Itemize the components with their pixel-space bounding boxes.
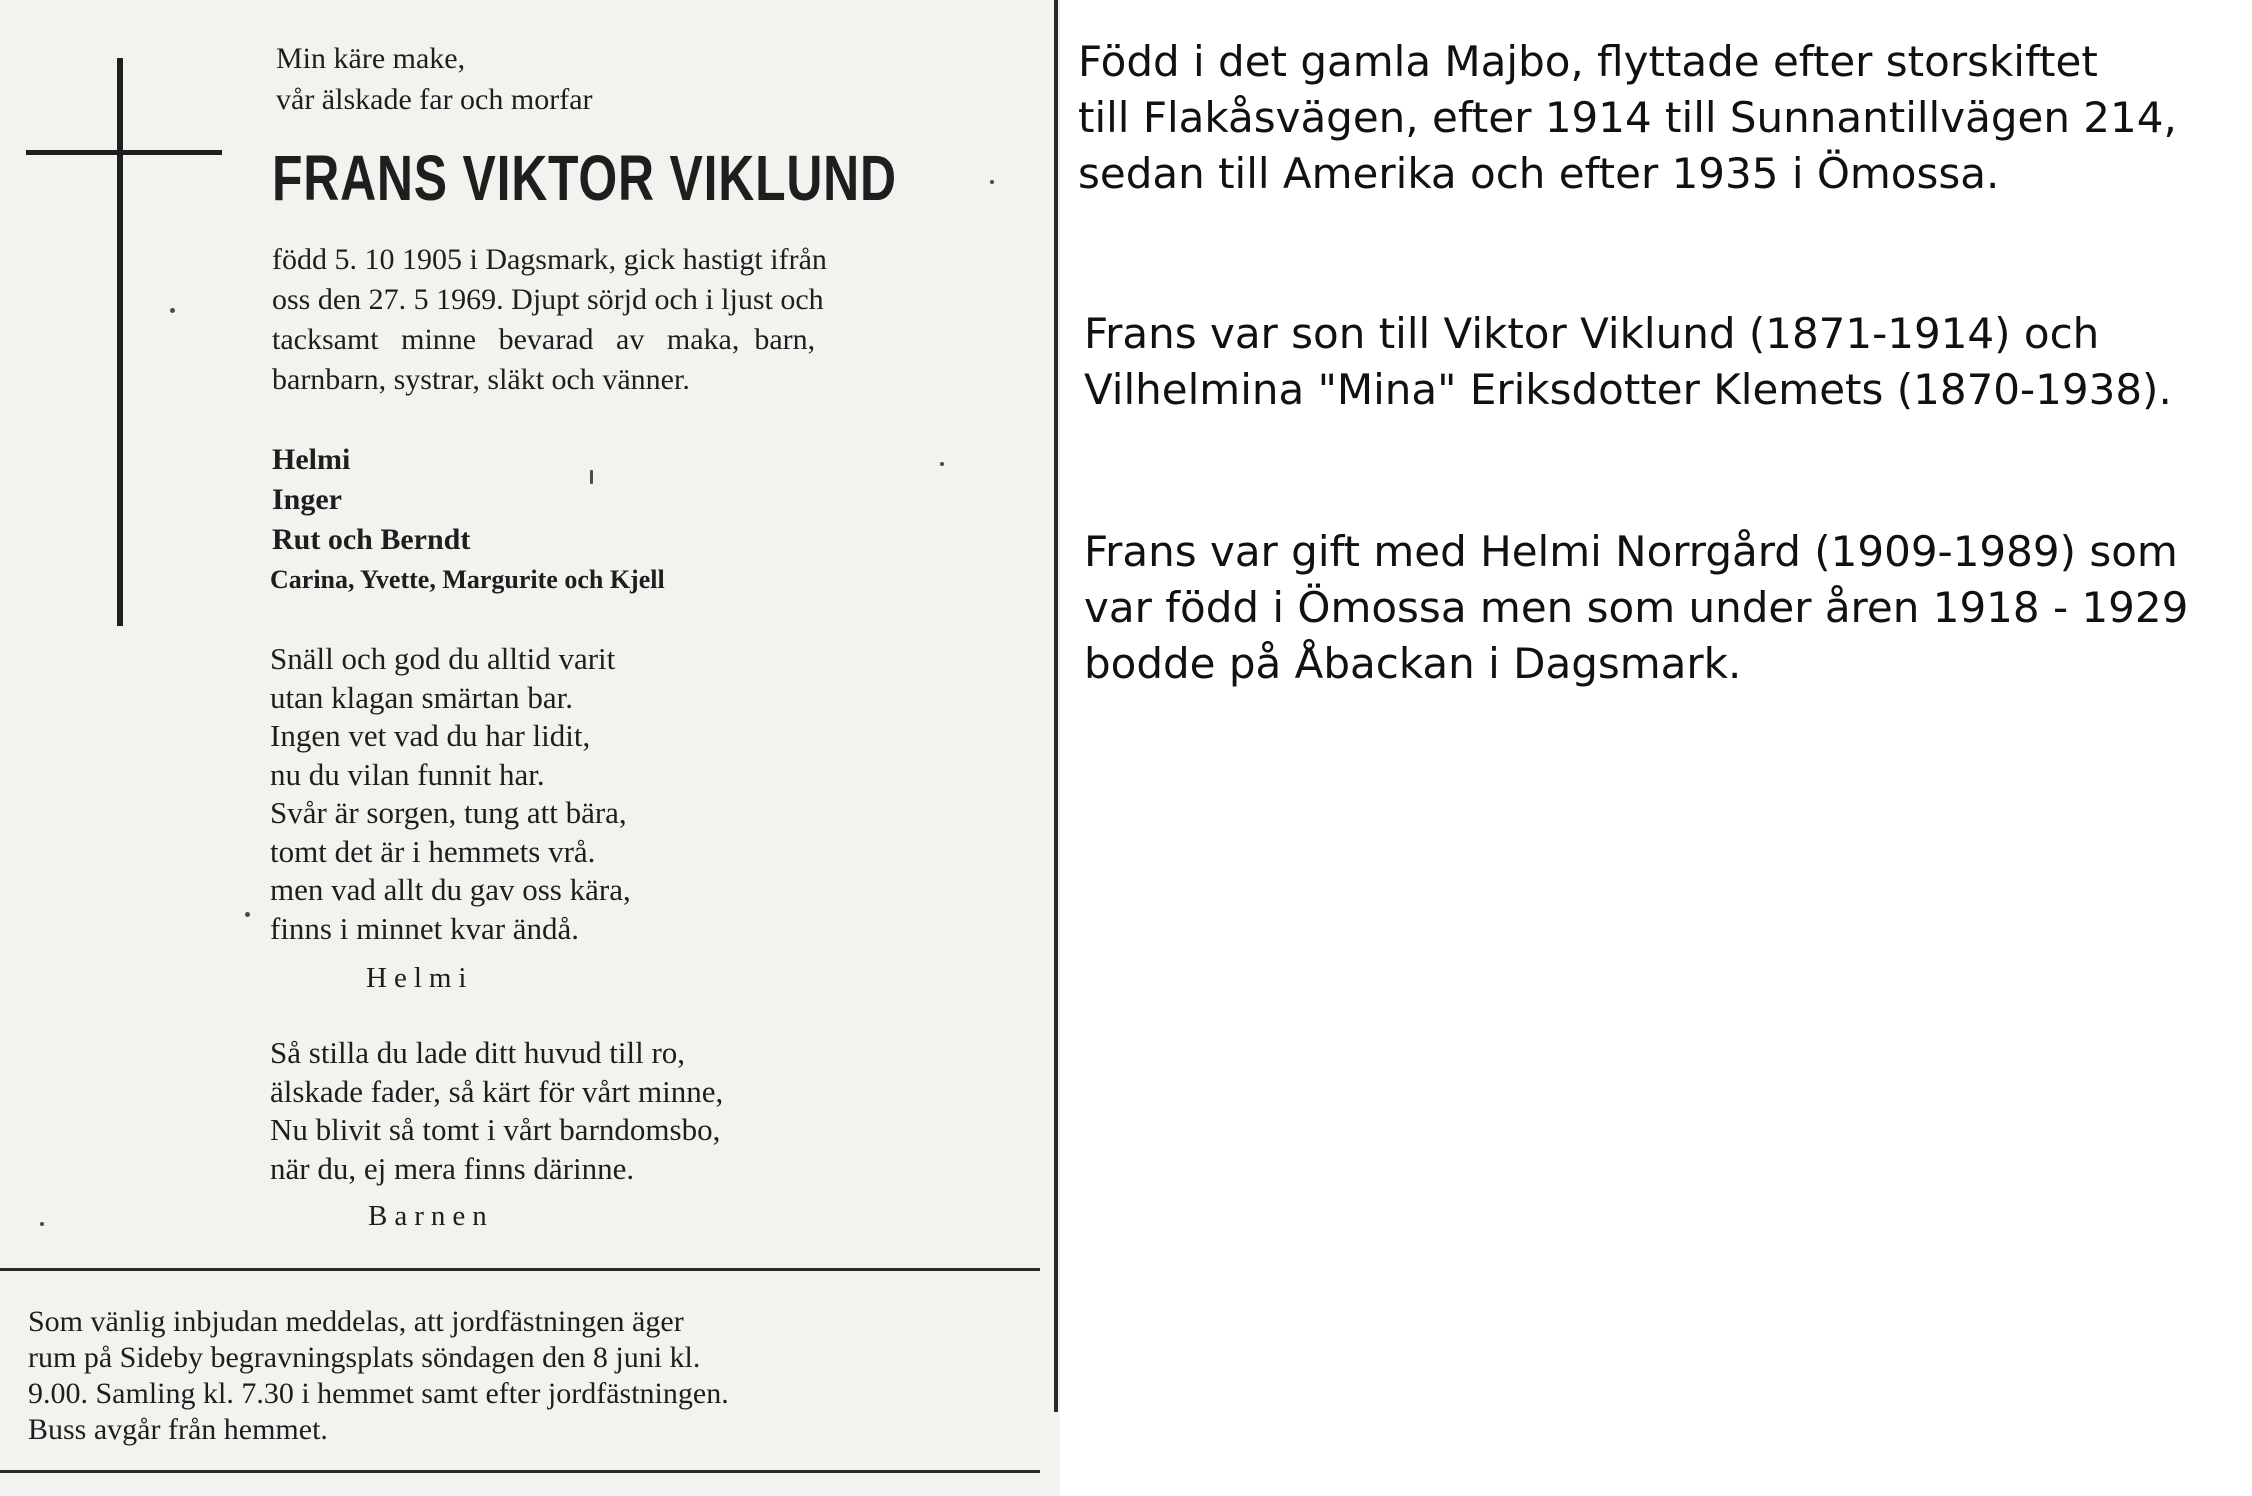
poem-line: Snäll och god du alltid varit (270, 641, 616, 676)
cross-horizontal-bar (26, 150, 222, 155)
poem-line: Nu blivit så tomt i vårt barndomsbo, (270, 1112, 721, 1147)
annotation-line: var född i Ömossa men som under åren 1918 - 1929 (1084, 583, 2189, 632)
poem-signature-helmi: Helmi (366, 962, 474, 994)
poem-line: utan klagan smärtan bar. (270, 679, 574, 715)
poem-line: Ingen vet vad du har lidit, (270, 718, 591, 753)
obituary-clipping (0, 0, 1060, 1496)
annotation-paragraph-spouse (1084, 524, 2244, 692)
poem-first (270, 640, 631, 948)
poem-signature-barnen: Barnen (368, 1200, 494, 1232)
poem-line: finns i minnet kvar ändå. (270, 910, 580, 946)
poem-line: älskade fader, så kärt för vårt minne, (270, 1073, 724, 1109)
print-speck (940, 462, 944, 466)
annotation-line: Frans var son till Viktor Viklund (1871-1914) och (1084, 309, 2100, 358)
notice-divider-top (0, 1268, 1040, 1271)
birth-death-text (272, 240, 827, 400)
notice-line: rum på Sideby begravningsplats söndagen den 8 juni kl. (28, 1341, 701, 1374)
print-speck (245, 912, 250, 917)
funeral-notice (28, 1304, 729, 1448)
annotation-line: bodde på Åbackan i Dagsmark. (1084, 639, 1742, 688)
family-member: Helmi (272, 443, 351, 476)
notice-divider-bottom (0, 1470, 1040, 1473)
grandchildren-line: Carina, Yvette, Margurite och Kjell (270, 565, 665, 594)
notice-line: Som vänlig inbjudan meddelas, att jordfästningen äger (28, 1305, 684, 1338)
intro-line: Min käre make, (276, 42, 466, 75)
cross-vertical-bar (117, 58, 123, 626)
born-line: född 5. 10 1905 i Dagsmark, gick hastigt ifrån (272, 243, 827, 276)
print-speck (590, 470, 593, 484)
print-speck (40, 1222, 44, 1226)
annotation-paragraph-residence (1078, 34, 2238, 202)
deceased-name: FRANS VIKTOR VIKLUND (272, 142, 897, 214)
poem-second (270, 1034, 723, 1188)
annotation-line: sedan till Amerika och efter 1935 i Ömossa. (1078, 149, 2000, 198)
born-line: oss den 27. 5 1969. Djupt sörjd och i ljust och (272, 283, 824, 316)
family-list (272, 440, 470, 560)
poem-line: nu du vilan funnit har. (270, 756, 545, 792)
annotation-line: till Flakåsvägen, efter 1914 till Sunnantillvägen 214, (1078, 93, 2177, 142)
annotation-line: Vilhelmina "Mina" Eriksdotter Klemets (1870-1938). (1084, 365, 2172, 414)
intro-text (276, 38, 593, 120)
born-line: tacksamt minne bevarad av maka, barn, (272, 323, 816, 356)
annotation-paragraph-parents (1084, 306, 2244, 418)
annotation-line: Frans var gift med Helmi Norrgård (1909-1989) som (1084, 527, 2178, 576)
poem-line: tomt det är i hemmets vrå. (270, 833, 596, 869)
intro-line: vår älskade far och morfar (276, 83, 593, 116)
clipping-edge-line (1054, 0, 1058, 1412)
family-member: Inger (272, 483, 342, 516)
print-speck (990, 180, 994, 184)
family-member: Rut och Berndt (272, 523, 471, 556)
notice-line: Buss avgår från hemmet. (28, 1413, 328, 1446)
notice-line: 9.00. Samling kl. 7.30 i hemmet samt efter jordfästningen. (28, 1377, 729, 1410)
poem-line: men vad allt du gav oss kära, (270, 872, 631, 907)
poem-line: Svår är sorgen, tung att bära, (270, 795, 627, 830)
annotation-line: Född i det gamla Majbo, flyttade efter storskiftet (1078, 37, 2098, 86)
poem-line: Så stilla du lade ditt huvud till ro, (270, 1035, 686, 1070)
poem-line: när du, ej mera finns därinne. (270, 1150, 635, 1186)
born-line: barnbarn, systrar, släkt och vänner. (272, 363, 690, 396)
print-speck (170, 308, 175, 313)
